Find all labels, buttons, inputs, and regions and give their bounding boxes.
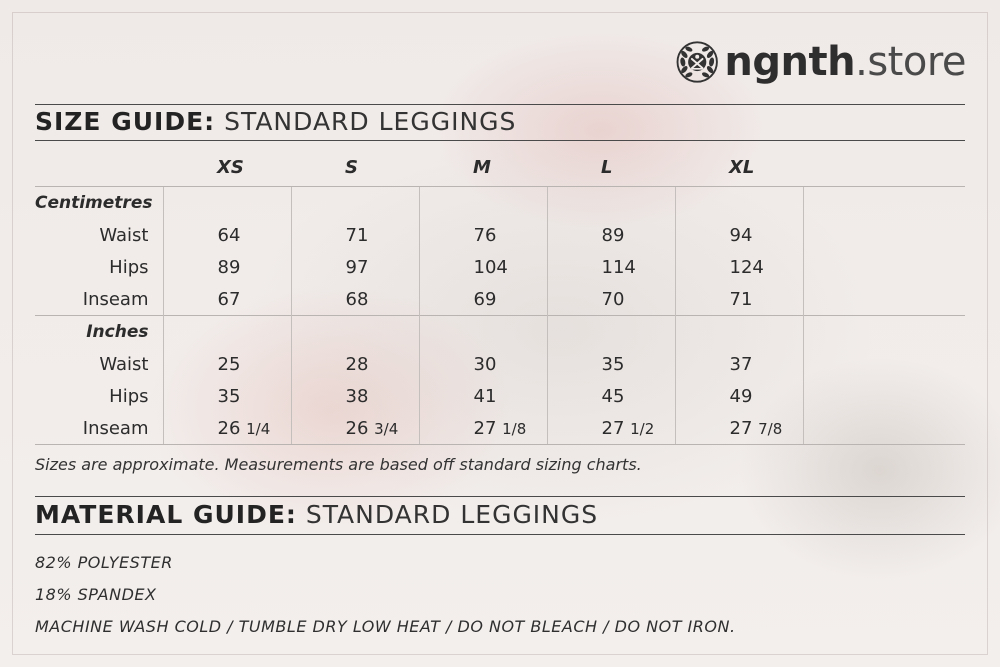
brand-logo[interactable] [676,34,966,90]
cell-value: 71 [675,283,803,316]
row-label: Inseam [82,288,149,310]
cell-value: 124 [675,251,803,283]
table-row [35,219,965,251]
material-guide-subtitle: STANDARD LEGGINGS [305,500,599,529]
fraction: 7/8 [758,419,783,438]
cell-value: 71 [291,219,419,251]
cell-value: 94 [675,219,803,251]
size-header-xs: XS [217,156,244,178]
fraction: 1/4 [246,419,271,438]
row-label: Inseam [35,412,163,445]
cell-value: 35 [163,380,291,412]
size-header-s: S [345,156,358,178]
material-line: 82% POLYESTER [35,553,173,572]
cell-value: 37 [675,348,803,380]
cell-value: 89 [547,219,675,251]
cell-value: 97 [291,251,419,283]
table-row [35,283,965,316]
size-header-m: M [473,156,491,178]
size-guide-subtitle: STANDARD LEGGINGS [224,107,517,136]
table-row [35,380,965,412]
brand-tld: .store [855,39,966,85]
material-guide-label: MATERIAL GUIDE: [35,500,297,529]
size-guide-heading [35,107,516,136]
row-label: Waist [99,224,149,246]
size-header-xl: XL [729,156,755,178]
cell-value: 68 [291,283,419,316]
laurel-emblem-icon [676,34,718,90]
cell-value: 69 [419,283,547,316]
size-header-l: L [601,156,613,178]
row-label: Waist [99,353,149,375]
cell-value: 114 [547,251,675,283]
section-row-inches [35,316,965,349]
size-guide-label: SIZE GUIDE: [35,107,216,136]
cell-value: 27 7/8 [675,412,803,445]
cell-value: 67 [163,283,291,316]
care-instructions: MACHINE WASH COLD / TUMBLE DRY LOW HEAT / DO NOT BLEACH / DO NOT IRON. [35,617,736,636]
divider [35,104,965,105]
brand-wordmark [724,34,966,90]
cell-value: 45 [547,380,675,412]
cell-value: 27 1/8 [419,412,547,445]
brand-name: ngnth [724,39,856,85]
cell-value: 27 1/2 [547,412,675,445]
table-row [35,412,965,445]
cell-value: 89 [163,251,291,283]
divider [35,496,965,497]
divider [35,140,965,141]
cell-value: 49 [675,380,803,412]
cell-value: 26 1/4 [163,412,291,445]
cell-value: 35 [547,348,675,380]
cell-value: 30 [419,348,547,380]
material-line: 18% SPANDEX [35,585,157,604]
fraction: 3/4 [374,419,399,438]
table-row [35,251,965,283]
cell-value: 25 [163,348,291,380]
size-header-row [35,148,965,187]
cell-value: 41 [419,380,547,412]
cell-value: 64 [163,219,291,251]
material-guide-heading [35,500,598,529]
size-note: Sizes are approximate. Measurements are based off standard sizing charts. [35,455,642,474]
cell-value: 26 3/4 [291,412,419,445]
cell-value: 76 [419,219,547,251]
cell-value: 28 [291,348,419,380]
cell-value: 104 [419,251,547,283]
size-table [35,148,965,445]
row-label: Hips [109,385,149,407]
fraction: 1/2 [630,419,655,438]
section-title: Centimetres [35,187,163,220]
fraction: 1/8 [502,419,527,438]
cell-value: 70 [547,283,675,316]
header-blank [35,148,163,187]
table-row [35,348,965,380]
divider [35,534,965,535]
row-label: Hips [109,256,149,278]
section-title: Inches [35,316,163,349]
cell-value: 38 [291,380,419,412]
section-row-centimetres [35,187,965,220]
